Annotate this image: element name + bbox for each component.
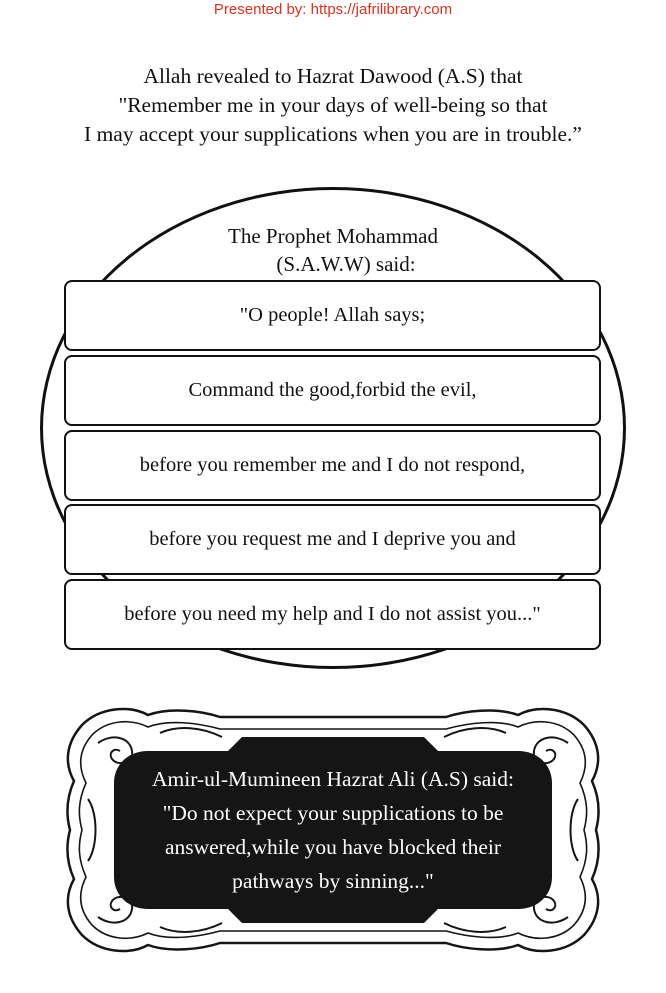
ali-quote-line-3: answered,while you have blocked their	[164, 835, 502, 859]
ali-quote	[52, 762, 614, 898]
dawood-quote-line-3: I may accept your supplications when you are in trouble.”	[84, 122, 582, 146]
dawood-quote	[0, 62, 666, 149]
prophet-heading	[0, 222, 666, 278]
ali-quote-line-1: Amir-ul-Mumineen Hazrat Ali (A.S) said:	[151, 767, 514, 791]
hadith-line-box: before you remember me and I do not respond,	[64, 430, 601, 501]
hadith-line-box: before you request me and I deprive you and	[64, 504, 601, 575]
hadith-line-box: Command the good,forbid the evil,	[64, 355, 601, 426]
watermark-link[interactable]: Presented by: https://jafrilibrary.com	[213, 1, 453, 18]
hadith-line-box: "O people! Allah says;	[64, 280, 601, 351]
hadith-line-box: before you need my help and I do not assist you..."	[64, 579, 601, 650]
prophet-heading-line-1: The Prophet Mohammad	[228, 224, 438, 248]
prophet-heading-line-2: (S.A.W.W) said:	[276, 252, 416, 276]
ali-quote-line-4: pathways by sinning..."	[232, 869, 434, 893]
ali-quote-line-2: "Do not expect your supplications to be	[162, 801, 504, 825]
dawood-quote-line-1: Allah revealed to Hazrat Dawood (A.S) that	[143, 64, 523, 88]
dawood-quote-line-2: "Remember me in your days of well-being so that	[118, 93, 548, 117]
